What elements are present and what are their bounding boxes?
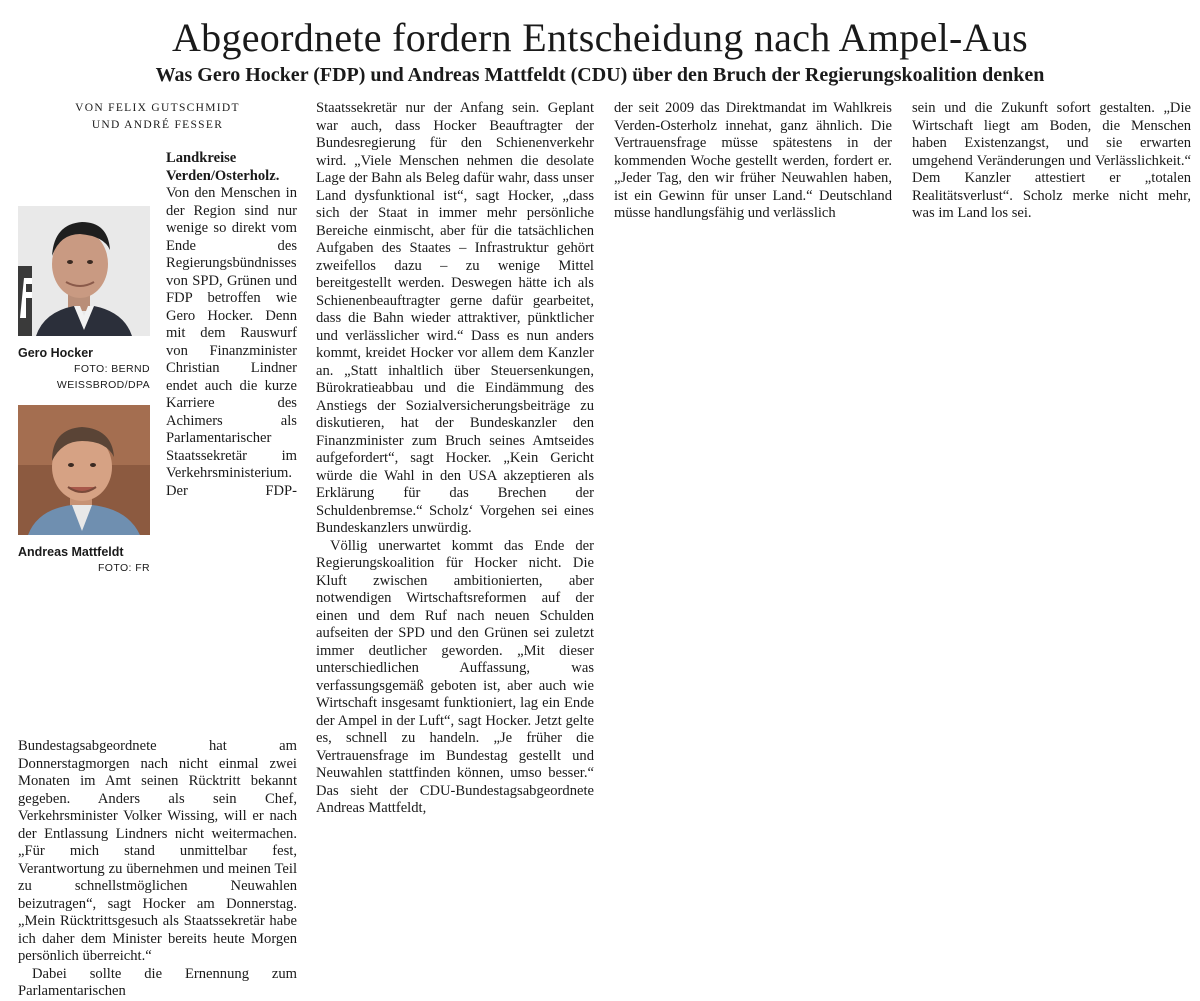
paragraph: Völlig unerwartet kommt das Ende der Regierungskoalition für Hocker nicht. Die Kluft zwischen ambitionierten, aber notwendigen Wirtschaftsreformen auf der einen und dem Ruf nach neuen Schulden aufseiten der SPD und den Grünen sei zuletzt immer deutlicher geworden. „Mit dieser unterschiedlichen Auffassung, was verfassungsgemäß geboten ist, aber auch wie Wirtschaft insgesamt funktioniert, lag ein Ende der Ampel in der Luft“, sagt Hocker. Jetzt gelte es, schnell zu handeln. „Je früher die Vertrauensfrage im Bundestag gestellt und Neuwahlen stattfinden können, umso besser.“ Das sieht der CDU-Bundestagsabgeordnete Andreas Mattfeldt, [316,537,594,816]
byline-author-2: UND ANDRÉ FESSER [91,119,224,131]
article-column-2 [316,100,594,818]
byline [18,100,297,134]
paragraph: sein und die Zukunft sofort gestalten. „Die Wirtschaft liegt am Boden, die Menschen haben Existenzangst, und sie erwarten umgehend Veränderungen und Verlässlichkeit.“ Dem Kanzler attestiert er „totalen Realitätsverlust“. Scholz merke nicht mehr, was im Land los sei. [912,100,1191,221]
headline: Abgeordnete fordern Entscheidung nach Ampel-Aus [171,15,1029,60]
photo-caption-name: Gero Hocker [18,346,94,360]
photo-credit-line-1: FOTO: BERND [74,363,150,375]
article-column-4 [912,100,1191,223]
paragraph-text: Von den Menschen in der Region sind nur wenige so direkt vom Ende des Regierungsbündnisses von SPD, Grünen und FDP betroffen wie Gero Hocker. Denn mit dem Rauswurf von Finanzminister Christian Lindner endet auch die kurze Karriere des Achimers als Parlamentarischer Staatssekretär im Verkehrsministerium. Der FDP-Bundestagsabgeordnete hat am Donnerstagmorgen nach nicht einmal zwei Monaten im Amt seinen Rücktritt bekannt gegeben. Anders als sein Chef, Verkehrsminister Volker Wissing, will er nach der Entlassung Lindners nicht weitermachen. „Für mich stand unmittelbar fest, Verantwortung zu übernehmen und meinen Teil zu schnellstmöglichen Neuwahlen beizutragen“, sagt Hocker am Donnerstag. „Mein Rücktrittsgesuch als Staatssekretär habe ich daher dem Minister bereits heute Morgen persönlich überreicht.“ [18,185,297,964]
photo-caption-name: Andreas Mattfeldt [18,545,124,559]
byline-author-1: VON FELIX GUTSCHMIDT [75,102,240,114]
article-column-1-text [18,150,297,1001]
float-spacer [18,150,166,250]
float-spacer [18,476,166,560]
float-spacer [18,250,166,476]
float-spacer [18,560,166,738]
paragraph: Staatssekretär nur der Anfang sein. Geplant war auch, dass Hocker Beauftragter der Bundesregierung für den Schienenverkehr wird. „Viele Menschen nehmen die desolate Lage der Bahn als Beleg dafür wahr, dass unser Land dysfunktional ist“, sagt Hocker, „dass sich der Staat in immer mehr persönliche Bereiche einmischt, aber für die tatsächlichen Aufgaben des Staates – Infrastruktur gehört zweifellos dazu – zu wenige Mittel bereitgestellt werden. Deswegen hätte ich als Schienenbeauftragter gerne dafür gearbeitet, dass die Bahn wieder attraktiver, pünktlicher und verlässlicher wird.“ Dass es nun anders kommt, kreidet Hocker vor allem dem Kanzler an. „Statt inhaltlich über Steuersenkungen, Bürokratieabbau und die Eindämmung des Anstiegs der Sozialversicherungsbeiträge zu diskutieren, hat der Bundeskanzler den Finanzminister zum Bruch seines Amtseides aufgefordert“, sagt Hocker. „Kein Gericht würde die Wahl in den USA akzeptieren als Erklärung für das Brechen der Schuldenbremse.“ Scholz‘ Vorgehen sei eines Bundeskanzlers unwürdig. [316,100,594,536]
photo-credit-line-1: FOTO: FR [97,562,150,574]
paragraph: Dabei sollte die Ernennung zum Parlamentarischen [18,965,297,999]
article-column-3 [614,100,892,223]
paragraph: der seit 2009 das Direktmandat im Wahlkreis Verden-Osterholz innehat, ganz ähnlich. Die Vertrauensfrage müsse spätestens in der kommenden Woche gestellt werden, fordert er. „Jeder Tag, den wir früher Neuwahlen haben, ist ein Gewinn für unser Land.“ Deutschland müsse handlungsfähig und verlässlich [614,100,892,221]
photo-credit-line-2: WEISSBROD/DPA [56,379,150,391]
dateline: Landkreise Verden/Osterholz. [166,150,280,184]
subheadline: Was Gero Hocker (FDP) und Andreas Mattfeldt (CDU) über den Bruch der Regierungskoalition denken [155,64,1045,86]
